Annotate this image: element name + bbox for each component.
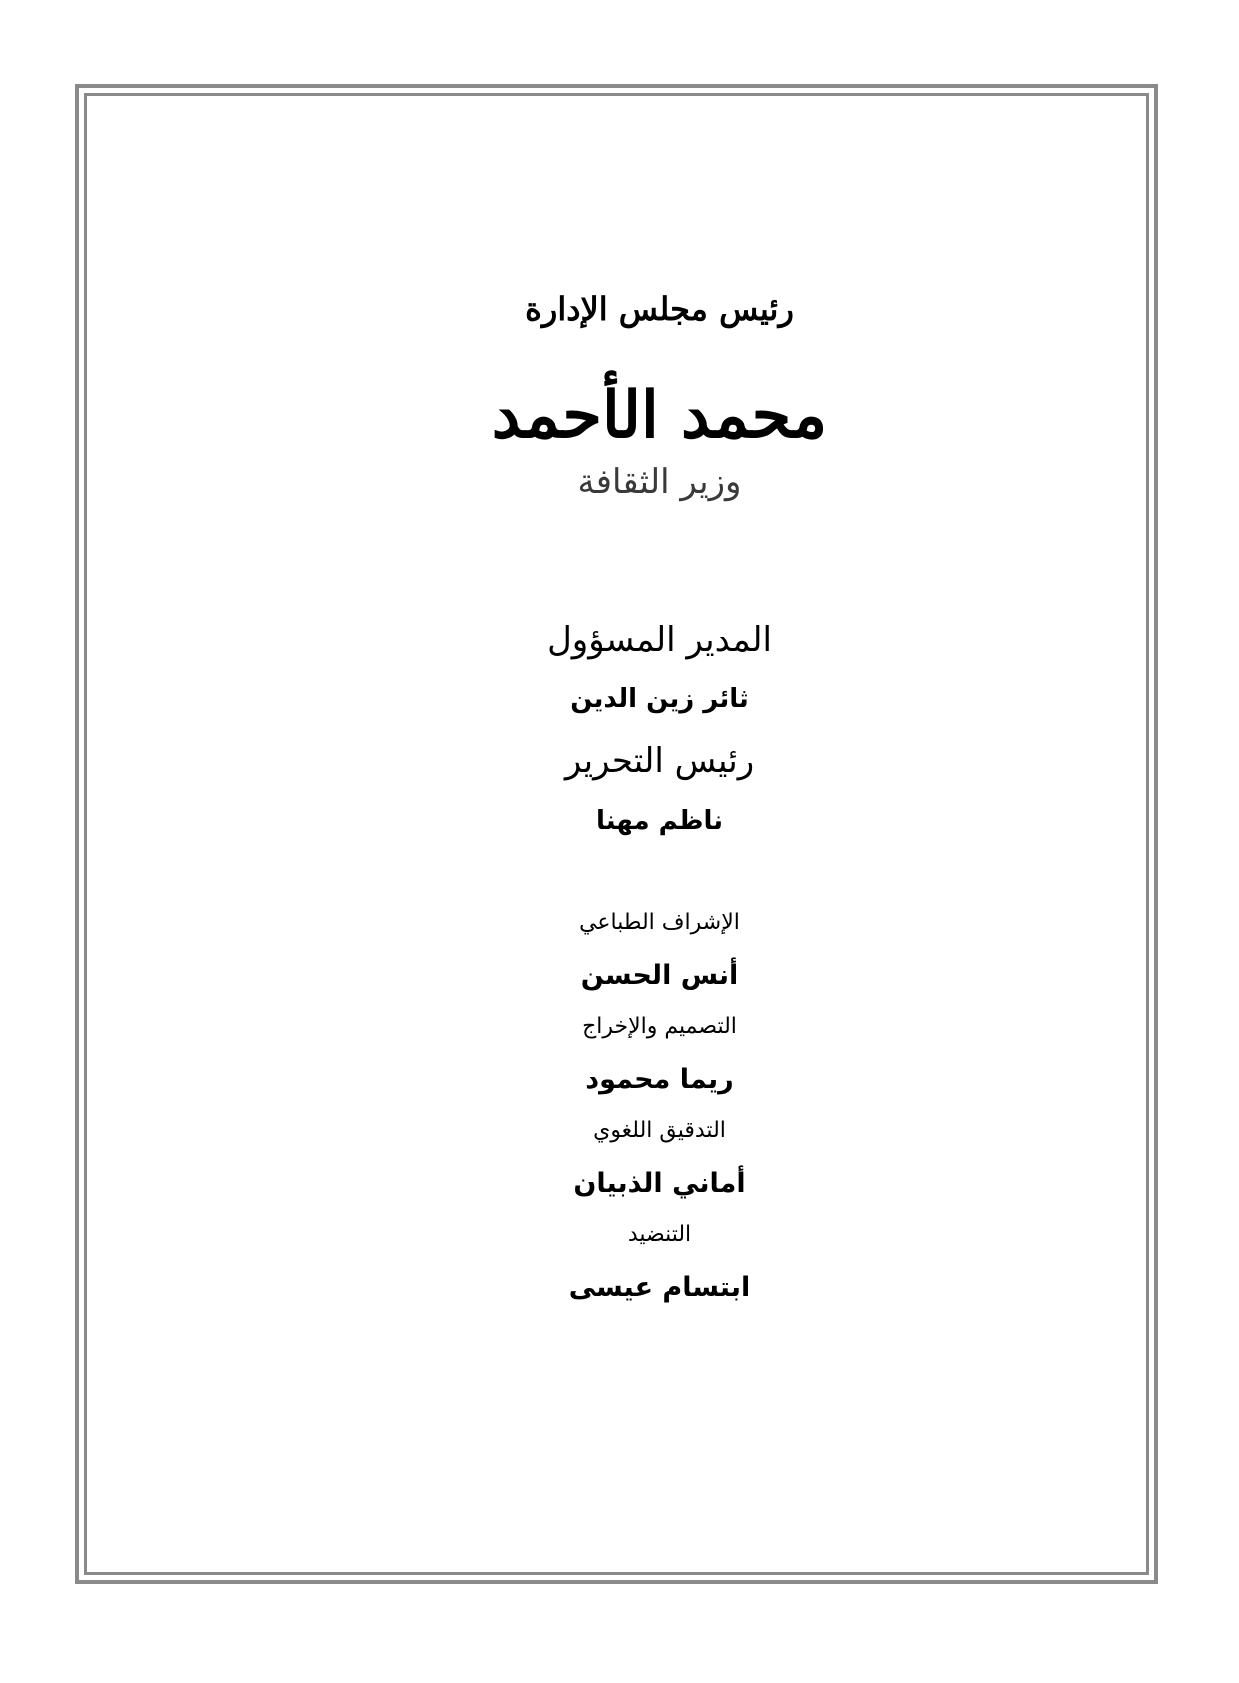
minister-title: وزير الثقافة [577,462,742,502]
print-supervision-name: أنس الحسن [580,960,739,991]
proofreading-name: أماني الذبيان [573,1168,746,1199]
director-name: ثائر زين الدين [570,684,749,714]
design-layout-name: ريما محمود [585,1064,734,1095]
minister-name: محمد الأحمد [491,378,828,453]
editor-in-chief-name: ناظم مهنا [595,806,724,836]
print-supervision-label: الإشراف الطباعي [579,910,740,935]
proofreading-label: التدقيق اللغوي [593,1118,726,1143]
typesetting-name: ابتسام عيسى [568,1272,751,1303]
editor-in-chief-label: رئيس التحرير [564,741,755,781]
chairman-title: رئيس مجلس الإدارة [525,290,794,328]
director-label: المدير المسؤول [547,620,772,660]
design-layout-label: التصميم والإخراج [582,1014,737,1039]
typesetting-label: التنضيد [627,1222,692,1247]
